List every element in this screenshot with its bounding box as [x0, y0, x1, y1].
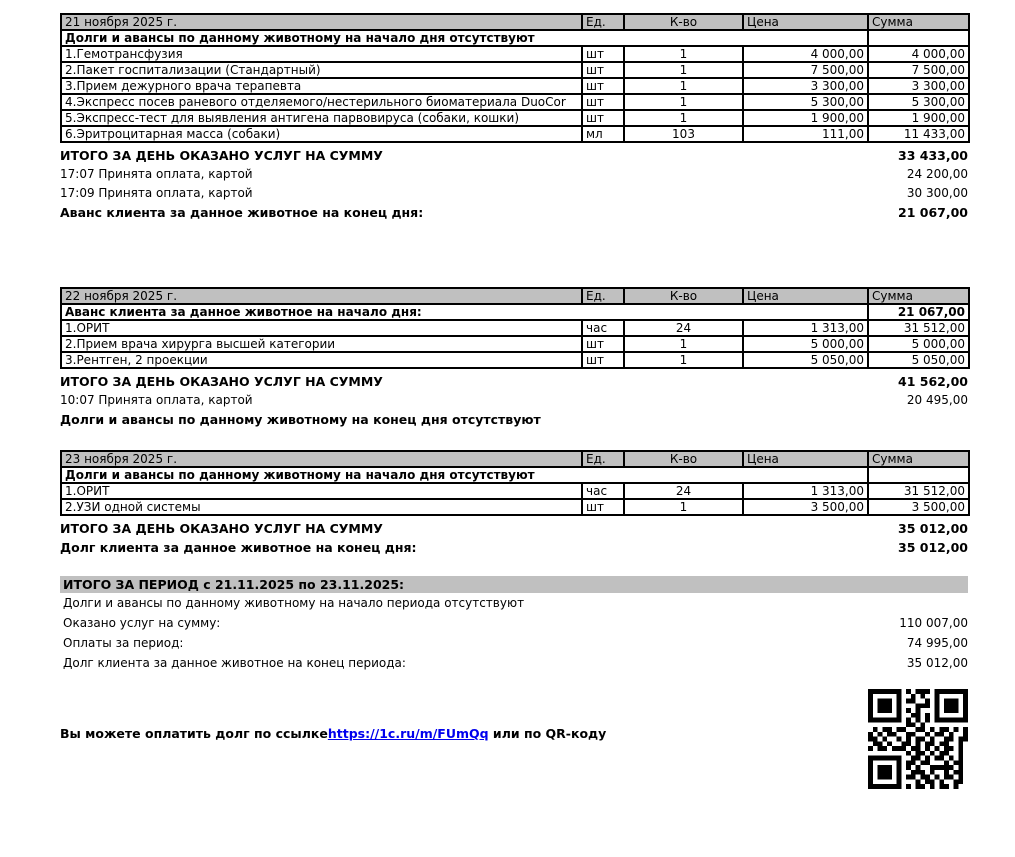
qr-code	[868, 688, 968, 790]
payment-link[interactable]: https://1c.ru/m/FUmQq	[327, 726, 489, 741]
service-qty: 1	[624, 46, 743, 62]
service-unit: мл	[582, 126, 624, 142]
service-name: 6.Эритроцитарная масса (собаки)	[61, 126, 582, 142]
total-value: 35 012,00	[898, 540, 968, 555]
service-row	[61, 46, 969, 62]
day-total-line	[60, 184, 968, 203]
total-label: ИТОГО ЗА ДЕНЬ ОКАЗАНО УСЛУГ НА СУММУ	[60, 374, 383, 389]
day-total-line	[60, 410, 968, 429]
day-table	[60, 13, 970, 143]
service-row	[61, 352, 969, 368]
day-date: 22 ноября 2025 г.	[61, 288, 582, 304]
service-qty: 1	[624, 110, 743, 126]
service-price: 3 500,00	[743, 499, 868, 515]
total-label: 10:07 Принята оплата, картой	[60, 393, 253, 407]
service-name: 4.Экспресс посев раневого отделяемого/нестерильного биоматериала DuoCor	[61, 94, 582, 110]
col-header-price: Цена	[743, 14, 868, 30]
service-qty: 103	[624, 126, 743, 142]
service-qty: 1	[624, 78, 743, 94]
service-row	[61, 78, 969, 94]
service-unit: шт	[582, 499, 624, 515]
total-value: 30 300,00	[906, 186, 968, 200]
service-qty: 1	[624, 62, 743, 78]
service-name: 1.Гемотрансфузия	[61, 46, 582, 62]
day-total-line	[60, 372, 968, 391]
day-date: 23 ноября 2025 г.	[61, 451, 582, 467]
col-header-unit: Ед.	[582, 451, 624, 467]
service-unit: шт	[582, 110, 624, 126]
service-qty: 24	[624, 320, 743, 336]
service-row	[61, 320, 969, 336]
summary-line	[60, 653, 968, 673]
total-value: 33 433,00	[898, 148, 968, 163]
col-header-qty: К-во	[624, 451, 743, 467]
note-sum	[868, 467, 969, 483]
day-total-line	[60, 203, 968, 222]
total-label: Долги и авансы по данному животному на конец дня отсутствуют	[60, 412, 541, 427]
day-table	[60, 287, 970, 369]
service-name: 3.Рентген, 2 проекции	[61, 352, 582, 368]
service-unit: шт	[582, 46, 624, 62]
service-price: 1 313,00	[743, 320, 868, 336]
service-row	[61, 499, 969, 515]
service-name: 3.Прием дежурного врача терапевта	[61, 78, 582, 94]
service-price: 1 900,00	[743, 110, 868, 126]
total-label: 17:09 Принята оплата, картой	[60, 186, 253, 200]
note-text: Долги и авансы по данному животному на начало дня отсутствуют	[61, 467, 868, 483]
service-unit: шт	[582, 94, 624, 110]
service-qty: 1	[624, 499, 743, 515]
summary-line	[60, 633, 968, 653]
service-price: 111,00	[743, 126, 868, 142]
day-table	[60, 450, 970, 516]
day-total-line	[60, 391, 968, 410]
service-name: 1.ОРИТ	[61, 320, 582, 336]
total-value: 21 067,00	[898, 205, 968, 220]
summary-value: 35 012,00	[906, 656, 968, 670]
service-unit: шт	[582, 62, 624, 78]
service-sum: 31 512,00	[868, 483, 969, 499]
col-header-qty: К-во	[624, 14, 743, 30]
service-qty: 24	[624, 483, 743, 499]
col-header-unit: Ед.	[582, 14, 624, 30]
service-row	[61, 483, 969, 499]
service-row	[61, 336, 969, 352]
day-section	[60, 13, 968, 222]
service-sum: 4 000,00	[868, 46, 969, 62]
note-sum	[868, 30, 969, 46]
payment-suffix: или по QR-коду	[488, 726, 607, 741]
total-value: 41 562,00	[898, 374, 968, 389]
payment-prefix: Вы можете оплатить долг по ссылке	[60, 726, 328, 741]
day-section	[60, 287, 968, 429]
service-sum: 5 000,00	[868, 336, 969, 352]
day-header-row	[61, 14, 969, 30]
summary-label: Долги и авансы по данному животному на начало периода отсутствуют	[63, 596, 525, 610]
service-sum: 5 050,00	[868, 352, 969, 368]
service-name: 2.Прием врача хирурга высшей категории	[61, 336, 582, 352]
day-total-line	[60, 538, 968, 557]
service-row	[61, 62, 969, 78]
summary-label: Долг клиента за данное животное на конец периода:	[63, 656, 406, 670]
service-sum: 7 500,00	[868, 62, 969, 78]
service-sum: 1 900,00	[868, 110, 969, 126]
note-sum: 21 067,00	[868, 304, 969, 320]
total-label: ИТОГО ЗА ДЕНЬ ОКАЗАНО УСЛУГ НА СУММУ	[60, 521, 383, 536]
col-header-qty: К-во	[624, 288, 743, 304]
service-unit: шт	[582, 78, 624, 94]
day-totals	[60, 519, 968, 557]
day-total-line	[60, 146, 968, 165]
summary-value: 110 007,00	[899, 616, 968, 630]
summary-label: Оплаты за период:	[63, 636, 184, 650]
col-header-unit: Ед.	[582, 288, 624, 304]
service-unit: час	[582, 483, 624, 499]
note-row	[61, 30, 969, 46]
summary-line	[60, 613, 968, 633]
total-label: Долг клиента за данное животное на конец дня:	[60, 540, 417, 555]
summary-line	[60, 593, 968, 613]
service-price: 5 000,00	[743, 336, 868, 352]
period-summary-title: ИТОГО ЗА ПЕРИОД с 21.11.2025 по 23.11.2025:	[60, 576, 968, 593]
total-label: ИТОГО ЗА ДЕНЬ ОКАЗАНО УСЛУГ НА СУММУ	[60, 148, 383, 163]
note-row	[61, 304, 969, 320]
note-text: Аванс клиента за данное животное на начало дня:	[61, 304, 868, 320]
service-row	[61, 126, 969, 142]
col-header-sum: Сумма	[868, 451, 969, 467]
service-price: 1 313,00	[743, 483, 868, 499]
service-price: 4 000,00	[743, 46, 868, 62]
day-total-line	[60, 519, 968, 538]
service-sum: 5 300,00	[868, 94, 969, 110]
col-header-sum: Сумма	[868, 288, 969, 304]
day-total-line	[60, 165, 968, 184]
day-section	[60, 450, 968, 557]
service-price: 3 300,00	[743, 78, 868, 94]
total-value: 24 200,00	[906, 167, 968, 181]
day-header-row	[61, 288, 969, 304]
service-name: 5.Экспресс-тест для выявления антигена парвовируса (собаки, кошки)	[61, 110, 582, 126]
col-header-price: Цена	[743, 451, 868, 467]
service-row	[61, 94, 969, 110]
total-label: Аванс клиента за данное животное на конец дня:	[60, 205, 424, 220]
day-header-row	[61, 451, 969, 467]
service-sum: 31 512,00	[868, 320, 969, 336]
service-qty: 1	[624, 94, 743, 110]
note-text: Долги и авансы по данному животному на начало дня отсутствуют	[61, 30, 868, 46]
summary-label: Оказано услуг на сумму:	[63, 616, 221, 630]
col-header-sum: Сумма	[868, 14, 969, 30]
day-totals	[60, 146, 968, 222]
total-value: 20 495,00	[906, 393, 968, 407]
service-name: 1.ОРИТ	[61, 483, 582, 499]
summary-value: 74 995,00	[906, 636, 968, 650]
day-totals	[60, 372, 968, 429]
service-price: 5 300,00	[743, 94, 868, 110]
payment-line	[60, 726, 606, 741]
total-label: 17:07 Принята оплата, картой	[60, 167, 253, 181]
service-qty: 1	[624, 336, 743, 352]
col-header-price: Цена	[743, 288, 868, 304]
service-sum: 11 433,00	[868, 126, 969, 142]
service-sum: 3 300,00	[868, 78, 969, 94]
day-date: 21 ноября 2025 г.	[61, 14, 582, 30]
service-unit: шт	[582, 352, 624, 368]
service-name: 2.Пакет госпитализации (Стандартный)	[61, 62, 582, 78]
service-unit: шт	[582, 336, 624, 352]
service-sum: 3 500,00	[868, 499, 969, 515]
total-value: 35 012,00	[898, 521, 968, 536]
service-row	[61, 110, 969, 126]
period-summary	[60, 576, 968, 673]
service-qty: 1	[624, 352, 743, 368]
note-row	[61, 467, 969, 483]
service-name: 2.УЗИ одной системы	[61, 499, 582, 515]
service-price: 7 500,00	[743, 62, 868, 78]
service-price: 5 050,00	[743, 352, 868, 368]
service-unit: час	[582, 320, 624, 336]
